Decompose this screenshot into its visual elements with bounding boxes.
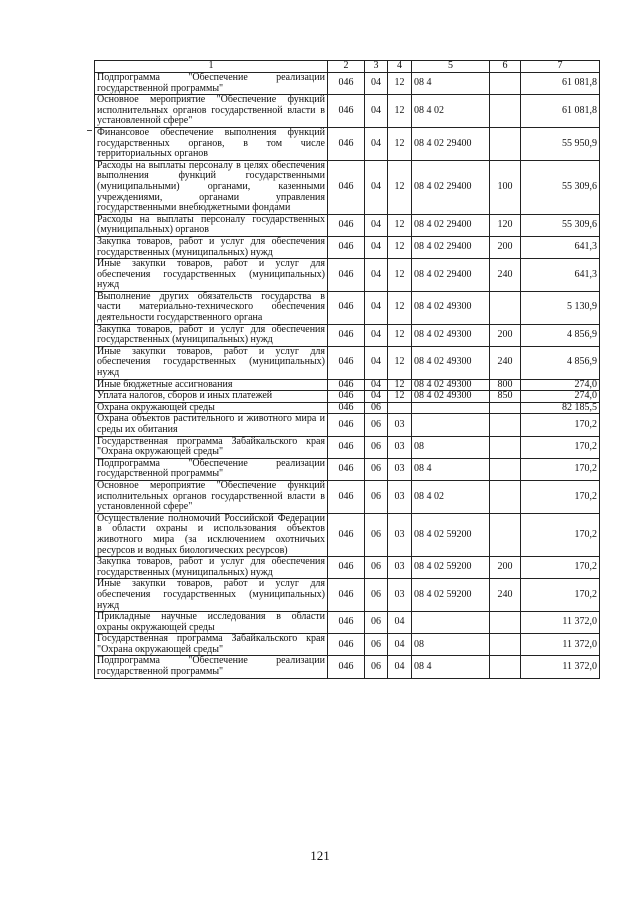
row-target-article-cell: 08 bbox=[412, 436, 490, 458]
row-amount-cell: 55 309,6 bbox=[521, 160, 600, 214]
row-section-cell: 04 bbox=[365, 259, 388, 292]
row-subsection-cell: 03 bbox=[388, 557, 412, 579]
row-target-article-cell: 08 bbox=[412, 634, 490, 656]
table-row bbox=[95, 324, 600, 346]
row-subsection-cell: 03 bbox=[388, 513, 412, 556]
row-subsection-cell: 12 bbox=[388, 214, 412, 236]
row-expense-type-cell bbox=[490, 414, 521, 436]
row-grbs-cell: 046 bbox=[328, 214, 365, 236]
table-row bbox=[95, 160, 600, 214]
row-amount-cell: 641,3 bbox=[521, 259, 600, 292]
row-expense-type-cell: 800 bbox=[490, 379, 521, 391]
row-subsection-cell: 03 bbox=[388, 480, 412, 513]
row-name-cell: Иные закупки товаров, работ и услуг для обеспечения государственных (муниципальных) нужд bbox=[95, 259, 328, 292]
row-section-cell: 06 bbox=[365, 513, 388, 556]
row-expense-type-cell bbox=[490, 73, 521, 95]
row-expense-type-cell: 200 bbox=[490, 236, 521, 258]
row-amount-cell: 170,2 bbox=[521, 458, 600, 480]
table-row bbox=[95, 259, 600, 292]
row-subsection-cell: 04 bbox=[388, 612, 412, 634]
row-grbs-cell: 046 bbox=[328, 656, 365, 678]
header-col-3: 3 bbox=[365, 61, 388, 73]
table-row bbox=[95, 634, 600, 656]
row-amount-cell: 4 856,9 bbox=[521, 346, 600, 379]
row-subsection-cell: 12 bbox=[388, 259, 412, 292]
row-name-cell: Охрана окружающей среды bbox=[95, 402, 328, 414]
row-section-cell: 04 bbox=[365, 160, 388, 214]
row-expense-type-cell: 240 bbox=[490, 579, 521, 612]
header-col-7: 7 bbox=[521, 61, 600, 73]
row-grbs-cell: 046 bbox=[328, 391, 365, 403]
row-target-article-cell: 08 4 bbox=[412, 656, 490, 678]
row-name-cell: Подпрограмма "Обеспечение реализации государственной программы" bbox=[95, 656, 328, 678]
row-amount-cell: 5 130,9 bbox=[521, 291, 600, 324]
row-amount-cell: 11 372,0 bbox=[521, 612, 600, 634]
row-name-cell: Выполнение других обязательств государства в части материально-технического обеспечения деятельности государственного органа bbox=[95, 291, 328, 324]
row-subsection-cell: 03 bbox=[388, 579, 412, 612]
row-name-cell: Расходы на выплаты персоналу в целях обеспечения выполнения функций государственными (муниципальными) органами, казенными учреждениями, органами управления государственными внебюджетными фондами bbox=[95, 160, 328, 214]
header-col-4: 4 bbox=[388, 61, 412, 73]
table-row bbox=[95, 236, 600, 258]
row-expense-type-cell bbox=[490, 402, 521, 414]
row-expense-type-cell: 240 bbox=[490, 346, 521, 379]
row-subsection-cell: 12 bbox=[388, 291, 412, 324]
row-target-article-cell: 08 4 bbox=[412, 458, 490, 480]
row-name-cell: Закупка товаров, работ и услуг для обеспечения государственных (муниципальных) нужд bbox=[95, 324, 328, 346]
row-name-cell: Государственная программа Забайкальского края "Охрана окружающей среды" bbox=[95, 436, 328, 458]
row-expense-type-cell bbox=[490, 480, 521, 513]
row-grbs-cell: 046 bbox=[328, 324, 365, 346]
row-amount-cell: 170,2 bbox=[521, 436, 600, 458]
row-expense-type-cell: 240 bbox=[490, 259, 521, 292]
row-name-cell: Основное мероприятие "Обеспечение функций исполнительных органов государственной власти в установленной сфере" bbox=[95, 95, 328, 128]
row-grbs-cell: 046 bbox=[328, 579, 365, 612]
row-section-cell: 04 bbox=[365, 324, 388, 346]
row-expense-type-cell: 850 bbox=[490, 391, 521, 403]
row-target-article-cell: 08 4 bbox=[412, 73, 490, 95]
row-name-cell: Подпрограмма "Обеспечение реализации государственной программы" bbox=[95, 73, 328, 95]
row-section-cell: 04 bbox=[365, 346, 388, 379]
row-target-article-cell: 08 4 02 29400 bbox=[412, 259, 490, 292]
row-expense-type-cell bbox=[490, 634, 521, 656]
row-subsection-cell: 04 bbox=[388, 656, 412, 678]
table-row bbox=[95, 346, 600, 379]
row-grbs-cell: 046 bbox=[328, 436, 365, 458]
row-section-cell: 04 bbox=[365, 127, 388, 160]
row-grbs-cell: 046 bbox=[328, 402, 365, 414]
row-subsection-cell: 12 bbox=[388, 127, 412, 160]
row-section-cell: 06 bbox=[365, 557, 388, 579]
header-col-1: 1 bbox=[95, 61, 328, 73]
row-target-article-cell: 08 4 02 29400 bbox=[412, 127, 490, 160]
table-row bbox=[95, 414, 600, 436]
row-target-article-cell: 08 4 02 49300 bbox=[412, 324, 490, 346]
row-expense-type-cell bbox=[490, 291, 521, 324]
table-row bbox=[95, 579, 600, 612]
row-section-cell: 04 bbox=[365, 236, 388, 258]
row-grbs-cell: 046 bbox=[328, 480, 365, 513]
row-subsection-cell: 12 bbox=[388, 391, 412, 403]
table-row bbox=[95, 612, 600, 634]
row-grbs-cell: 046 bbox=[328, 346, 365, 379]
row-section-cell: 06 bbox=[365, 480, 388, 513]
row-grbs-cell: 046 bbox=[328, 291, 365, 324]
header-col-6: 6 bbox=[490, 61, 521, 73]
row-target-article-cell: 08 4 02 bbox=[412, 95, 490, 128]
row-subsection-cell: 03 bbox=[388, 414, 412, 436]
row-subsection-cell: 12 bbox=[388, 73, 412, 95]
row-expense-type-cell bbox=[490, 612, 521, 634]
row-expense-type-cell bbox=[490, 127, 521, 160]
row-amount-cell: 170,2 bbox=[521, 414, 600, 436]
row-target-article-cell bbox=[412, 612, 490, 634]
row-name-cell: Закупка товаров, работ и услуг для обеспечения государственных (муниципальных) нужд bbox=[95, 557, 328, 579]
row-subsection-cell: 12 bbox=[388, 324, 412, 346]
row-name-cell: Закупка товаров, работ и услуг для обеспечения государственных (муниципальных) нужд bbox=[95, 236, 328, 258]
row-name-cell: Уплата налогов, сборов и иных платежей bbox=[95, 391, 328, 403]
row-expense-type-cell bbox=[490, 458, 521, 480]
row-amount-cell: 82 185,5 bbox=[521, 402, 600, 414]
row-section-cell: 04 bbox=[365, 95, 388, 128]
table-row bbox=[95, 458, 600, 480]
row-subsection-cell: 12 bbox=[388, 346, 412, 379]
table-row bbox=[95, 402, 600, 414]
table-row bbox=[95, 436, 600, 458]
table-row bbox=[95, 513, 600, 556]
row-name-cell: Охрана объектов растительного и животного мира и среды их обитания bbox=[95, 414, 328, 436]
row-section-cell: 04 bbox=[365, 73, 388, 95]
row-amount-cell: 55 950,9 bbox=[521, 127, 600, 160]
table-row bbox=[95, 557, 600, 579]
row-name-cell: Иные закупки товаров, работ и услуг для обеспечения государственных (муниципальных) нужд bbox=[95, 346, 328, 379]
table-row bbox=[95, 127, 600, 160]
row-expense-type-cell bbox=[490, 513, 521, 556]
margin-mark bbox=[87, 130, 92, 131]
row-target-article-cell: 08 4 02 29400 bbox=[412, 236, 490, 258]
row-target-article-cell: 08 4 02 49300 bbox=[412, 291, 490, 324]
table-row bbox=[95, 391, 600, 403]
row-subsection-cell: 03 bbox=[388, 436, 412, 458]
row-target-article-cell: 08 4 02 49300 bbox=[412, 346, 490, 379]
row-amount-cell: 4 856,9 bbox=[521, 324, 600, 346]
row-section-cell: 06 bbox=[365, 656, 388, 678]
row-expense-type-cell bbox=[490, 656, 521, 678]
row-grbs-cell: 046 bbox=[328, 95, 365, 128]
row-target-article-cell bbox=[412, 402, 490, 414]
row-amount-cell: 170,2 bbox=[521, 513, 600, 556]
page-number: 121 bbox=[310, 848, 330, 863]
row-section-cell: 04 bbox=[365, 291, 388, 324]
row-section-cell: 06 bbox=[365, 414, 388, 436]
row-subsection-cell: 04 bbox=[388, 634, 412, 656]
row-target-article-cell bbox=[412, 414, 490, 436]
row-section-cell: 04 bbox=[365, 391, 388, 403]
row-amount-cell: 11 372,0 bbox=[521, 656, 600, 678]
row-section-cell: 06 bbox=[365, 612, 388, 634]
row-amount-cell: 274,0 bbox=[521, 391, 600, 403]
row-section-cell: 06 bbox=[365, 579, 388, 612]
row-amount-cell: 170,2 bbox=[521, 480, 600, 513]
table-row bbox=[95, 379, 600, 391]
row-section-cell: 06 bbox=[365, 634, 388, 656]
row-grbs-cell: 046 bbox=[328, 73, 365, 95]
row-amount-cell: 61 081,8 bbox=[521, 73, 600, 95]
row-name-cell: Расходы на выплаты персоналу государственных (муниципальных) органов bbox=[95, 214, 328, 236]
table-row bbox=[95, 480, 600, 513]
row-amount-cell: 170,2 bbox=[521, 579, 600, 612]
row-expense-type-cell: 200 bbox=[490, 557, 521, 579]
row-section-cell: 06 bbox=[365, 458, 388, 480]
row-expense-type-cell: 100 bbox=[490, 160, 521, 214]
row-target-article-cell: 08 4 02 59200 bbox=[412, 579, 490, 612]
row-section-cell: 06 bbox=[365, 402, 388, 414]
table-row bbox=[95, 73, 600, 95]
header-col-2: 2 bbox=[328, 61, 365, 73]
row-subsection-cell bbox=[388, 402, 412, 414]
row-section-cell: 06 bbox=[365, 436, 388, 458]
header-col-5: 5 bbox=[412, 61, 490, 73]
row-target-article-cell: 08 4 02 59200 bbox=[412, 513, 490, 556]
row-grbs-cell: 046 bbox=[328, 557, 365, 579]
table-header-row bbox=[95, 61, 600, 73]
row-grbs-cell: 046 bbox=[328, 634, 365, 656]
row-name-cell: Иные бюджетные ассигнования bbox=[95, 379, 328, 391]
row-subsection-cell: 03 bbox=[388, 458, 412, 480]
row-name-cell: Финансовое обеспечение выполнения функций государственных органов, в том числе территориальных органов bbox=[95, 127, 328, 160]
row-name-cell: Государственная программа Забайкальского края "Охрана окружающей среды" bbox=[95, 634, 328, 656]
row-subsection-cell: 12 bbox=[388, 379, 412, 391]
row-name-cell: Подпрограмма "Обеспечение реализации государственной программы" bbox=[95, 458, 328, 480]
row-section-cell: 04 bbox=[365, 214, 388, 236]
row-target-article-cell: 08 4 02 bbox=[412, 480, 490, 513]
row-subsection-cell: 12 bbox=[388, 236, 412, 258]
table-row bbox=[95, 95, 600, 128]
row-name-cell: Иные закупки товаров, работ и услуг для обеспечения государственных (муниципальных) нужд bbox=[95, 579, 328, 612]
row-grbs-cell: 046 bbox=[328, 612, 365, 634]
row-expense-type-cell bbox=[490, 95, 521, 128]
row-target-article-cell: 08 4 02 49300 bbox=[412, 391, 490, 403]
row-target-article-cell: 08 4 02 29400 bbox=[412, 214, 490, 236]
row-subsection-cell: 12 bbox=[388, 160, 412, 214]
row-grbs-cell: 046 bbox=[328, 127, 365, 160]
row-target-article-cell: 08 4 02 59200 bbox=[412, 557, 490, 579]
row-amount-cell: 11 372,0 bbox=[521, 634, 600, 656]
row-grbs-cell: 046 bbox=[328, 513, 365, 556]
row-amount-cell: 61 081,8 bbox=[521, 95, 600, 128]
row-amount-cell: 55 309,6 bbox=[521, 214, 600, 236]
row-amount-cell: 274,0 bbox=[521, 379, 600, 391]
row-grbs-cell: 046 bbox=[328, 236, 365, 258]
row-grbs-cell: 046 bbox=[328, 458, 365, 480]
row-name-cell: Прикладные научные исследования в области охраны окружающей среды bbox=[95, 612, 328, 634]
row-target-article-cell: 08 4 02 29400 bbox=[412, 160, 490, 214]
row-grbs-cell: 046 bbox=[328, 160, 365, 214]
row-amount-cell: 641,3 bbox=[521, 236, 600, 258]
table-row bbox=[95, 656, 600, 678]
row-grbs-cell: 046 bbox=[328, 259, 365, 292]
row-expense-type-cell: 120 bbox=[490, 214, 521, 236]
row-name-cell: Осуществление полномочий Российской Федерации в области охраны и использования объектов животного мира (за исключением охотничьих ресурсов и водных биологических ресурсов) bbox=[95, 513, 328, 556]
row-target-article-cell: 08 4 02 49300 bbox=[412, 379, 490, 391]
table-row bbox=[95, 291, 600, 324]
budget-table bbox=[94, 60, 600, 679]
row-name-cell: Основное мероприятие "Обеспечение функций исполнительных органов государственной власти в установленной сфере" bbox=[95, 480, 328, 513]
row-expense-type-cell: 200 bbox=[490, 324, 521, 346]
row-amount-cell: 170,2 bbox=[521, 557, 600, 579]
row-section-cell: 04 bbox=[365, 379, 388, 391]
row-grbs-cell: 046 bbox=[328, 414, 365, 436]
table-row bbox=[95, 214, 600, 236]
row-grbs-cell: 046 bbox=[328, 379, 365, 391]
row-expense-type-cell bbox=[490, 436, 521, 458]
table-body bbox=[95, 73, 600, 679]
row-subsection-cell: 12 bbox=[388, 95, 412, 128]
